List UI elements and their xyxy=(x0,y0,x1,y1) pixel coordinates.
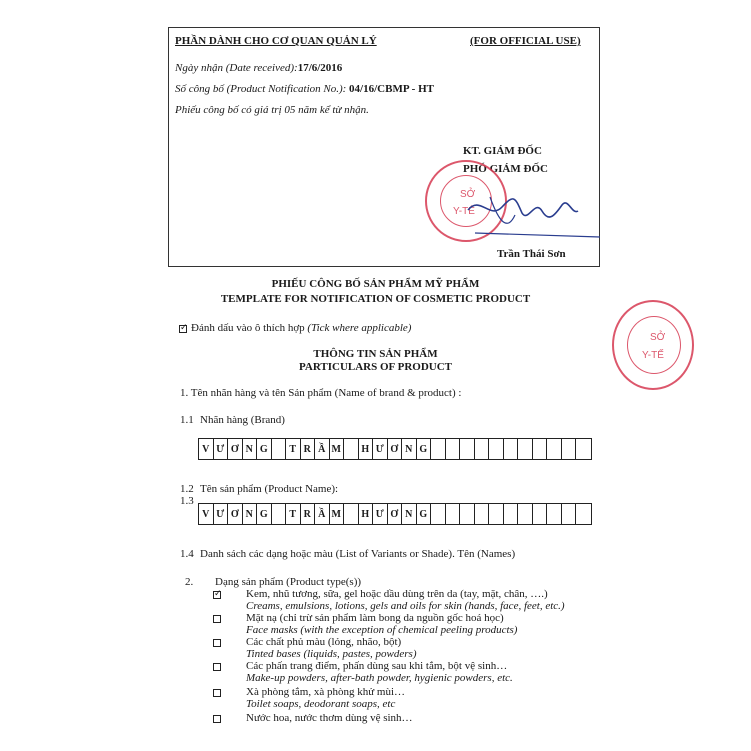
product-type-checkbox[interactable] xyxy=(213,715,221,723)
field-1-label: 1. Tên nhãn hàng và tên Sản phẩm (Name of brand & product) : xyxy=(180,387,462,399)
letter-cell[interactable] xyxy=(475,504,490,524)
letter-cell[interactable] xyxy=(446,504,461,524)
tick-example-checkbox xyxy=(179,325,187,333)
tick-instruction-en: (Tick where applicable) xyxy=(307,322,412,334)
notification-number-label: Số công bố (Product Notification No.): xyxy=(175,83,347,95)
letter-cell[interactable] xyxy=(547,439,562,459)
letter-cell[interactable] xyxy=(576,439,591,459)
product-type-label-vi: Các chất phủ màu (lỏng, nhão, bột) xyxy=(246,636,402,648)
letter-cell[interactable]: T xyxy=(286,504,301,524)
date-received-label: Ngày nhận (Date received): xyxy=(175,62,298,74)
page-seal-partial xyxy=(612,300,694,390)
letter-cell[interactable] xyxy=(533,504,548,524)
official-heading-en: (FOR OFFICIAL USE) xyxy=(470,35,581,47)
letter-cell[interactable]: H xyxy=(359,439,374,459)
letter-cell[interactable]: Ư xyxy=(373,504,388,524)
letter-cell[interactable] xyxy=(272,439,287,459)
field-1-2-num: 1.2 xyxy=(180,483,194,495)
product-letter-grid[interactable] xyxy=(198,503,592,525)
product-type-checkbox[interactable] xyxy=(213,615,221,623)
field-2-label: Dạng sản phẩm (Product type(s)) xyxy=(215,576,362,588)
date-received-value: 17/6/2016 xyxy=(297,62,343,74)
letter-cell[interactable]: Ầ xyxy=(315,439,330,459)
letter-cell[interactable] xyxy=(446,439,461,459)
letter-cell[interactable]: M xyxy=(330,439,345,459)
letter-cell[interactable]: G xyxy=(257,439,272,459)
product-type-checkbox[interactable] xyxy=(213,689,221,697)
product-type-label-en: Toilet soaps, deodorant soaps, etc xyxy=(246,698,396,710)
letter-cell[interactable]: R xyxy=(301,439,316,459)
product-type-label-en: Make-up powders, after-bath powder, hygienic powders, etc. xyxy=(246,672,513,684)
letter-cell[interactable]: R xyxy=(301,504,316,524)
field-1-1-num: 1.1 xyxy=(180,414,194,426)
letter-cell[interactable]: M xyxy=(330,504,345,524)
letter-cell[interactable] xyxy=(489,504,504,524)
letter-cell[interactable]: H xyxy=(359,504,374,524)
letter-cell[interactable]: V xyxy=(199,439,214,459)
letter-cell[interactable]: N xyxy=(243,439,258,459)
official-heading-vi: PHẦN DÀNH CHO CƠ QUAN QUẢN LÝ xyxy=(175,35,377,47)
section-title-en: PARTICULARS OF PRODUCT xyxy=(298,361,452,373)
letter-cell[interactable]: N xyxy=(243,504,258,524)
letter-cell[interactable]: N xyxy=(402,439,417,459)
letter-cell[interactable]: T xyxy=(286,439,301,459)
signer-title-2: PHÓ GIÁM ĐỐC xyxy=(463,163,548,175)
page-seal-top-text: SỞ xyxy=(650,332,666,343)
letter-cell[interactable]: N xyxy=(402,504,417,524)
field-1-4-num: 1.4 xyxy=(180,548,194,560)
letter-cell[interactable]: G xyxy=(417,504,432,524)
letter-cell[interactable]: V xyxy=(199,504,214,524)
form-title-en: TEMPLATE FOR NOTIFICATION OF COSMETIC PRODUCT xyxy=(220,293,531,305)
letter-cell[interactable] xyxy=(344,504,359,524)
letter-cell[interactable] xyxy=(460,439,475,459)
letter-cell[interactable]: Ầ xyxy=(315,504,330,524)
letter-cell[interactable] xyxy=(562,504,577,524)
product-type-label-en: Face masks (with the exception of chemical peeling products) xyxy=(246,624,518,636)
section-title-vi: THÔNG TIN SẢN PHẨM xyxy=(313,348,438,360)
seal-top-text: SỞ xyxy=(460,189,476,200)
letter-cell[interactable] xyxy=(431,504,446,524)
field-1-2-label: Tên sản phẩm (Product Name): xyxy=(200,483,339,495)
letter-cell[interactable] xyxy=(533,439,548,459)
page-seal-mid-text: Y-TẾ xyxy=(642,350,664,361)
letter-cell[interactable]: Ư xyxy=(214,504,229,524)
letter-cell[interactable] xyxy=(518,504,533,524)
letter-cell[interactable] xyxy=(576,504,591,524)
tick-instruction xyxy=(191,322,411,334)
product-type-label-en: Tinted bases (liquids, pastes, powders) xyxy=(246,648,417,660)
letter-cell[interactable] xyxy=(475,439,490,459)
letter-cell[interactable] xyxy=(489,439,504,459)
product-type-label-en: Creams, emulsions, lotions, gels and oils for skin (hands, face, feet, etc.) xyxy=(246,600,565,612)
letter-cell[interactable] xyxy=(272,504,287,524)
signer-title-1: KT. GIÁM ĐỐC xyxy=(463,145,542,157)
product-type-label-vi: Kem, nhũ tương, sữa, gel hoặc dầu dùng trên da (tay, mặt, chân, ….) xyxy=(246,588,548,600)
letter-cell[interactable]: Ư xyxy=(214,439,229,459)
letter-cell[interactable] xyxy=(504,504,519,524)
signer-name: Trần Thái Sơn xyxy=(497,248,566,260)
tick-instruction-vi: Đánh dấu vào ô thích hợp xyxy=(191,322,305,334)
letter-cell[interactable]: Ơ xyxy=(388,439,403,459)
product-type-label-vi: Mặt nạ (chỉ trừ sản phẩm làm bong da nguồn gốc hoá học) xyxy=(246,612,504,624)
product-type-label-vi: Xà phòng tắm, xà phòng khử mùi… xyxy=(246,686,406,698)
letter-cell[interactable]: Ơ xyxy=(228,504,243,524)
letter-cell[interactable]: Ơ xyxy=(388,504,403,524)
field-2-num: 2. xyxy=(185,576,194,588)
product-type-label-vi: Nước hoa, nước thơm dùng vệ sinh… xyxy=(246,712,413,724)
validity-note: Phiếu công bố có giá trị 05 năm kể từ nhận. xyxy=(175,104,369,116)
letter-cell[interactable] xyxy=(504,439,519,459)
letter-cell[interactable]: G xyxy=(417,439,432,459)
date-received-row xyxy=(175,62,342,74)
letter-cell[interactable] xyxy=(431,439,446,459)
letter-cell[interactable]: Ư xyxy=(373,439,388,459)
notification-number-value: 04/16/CBMP - HT xyxy=(349,83,434,95)
letter-cell[interactable] xyxy=(460,504,475,524)
product-type-checkbox[interactable] xyxy=(213,591,221,599)
letter-cell[interactable] xyxy=(518,439,533,459)
product-type-label-vi: Các phấn trang điểm, phấn dùng sau khi tắm, bột vệ sinh… xyxy=(246,660,508,672)
field-1-1-label: Nhãn hàng (Brand) xyxy=(200,414,285,426)
brand-letter-grid[interactable] xyxy=(198,438,592,460)
field-1-4-label: Danh sách các dạng hoặc màu (List of Variants or Shade). Tên (Names) xyxy=(200,548,516,560)
letter-cell[interactable] xyxy=(562,439,577,459)
notification-number-row xyxy=(175,83,434,95)
letter-cell[interactable]: G xyxy=(257,504,272,524)
seal-mid-text: Y-TẾ xyxy=(453,206,475,217)
signature-icon xyxy=(460,185,610,245)
product-type-checkbox[interactable] xyxy=(213,663,221,671)
form-title-vi: PHIẾU CÔNG BỐ SẢN PHẨM MỸ PHẨM xyxy=(271,278,480,290)
letter-cell[interactable]: Ơ xyxy=(228,439,243,459)
field-1-3-num: 1.3 xyxy=(180,495,194,507)
product-type-checkbox[interactable] xyxy=(213,639,221,647)
letter-cell[interactable] xyxy=(344,439,359,459)
letter-cell[interactable] xyxy=(547,504,562,524)
